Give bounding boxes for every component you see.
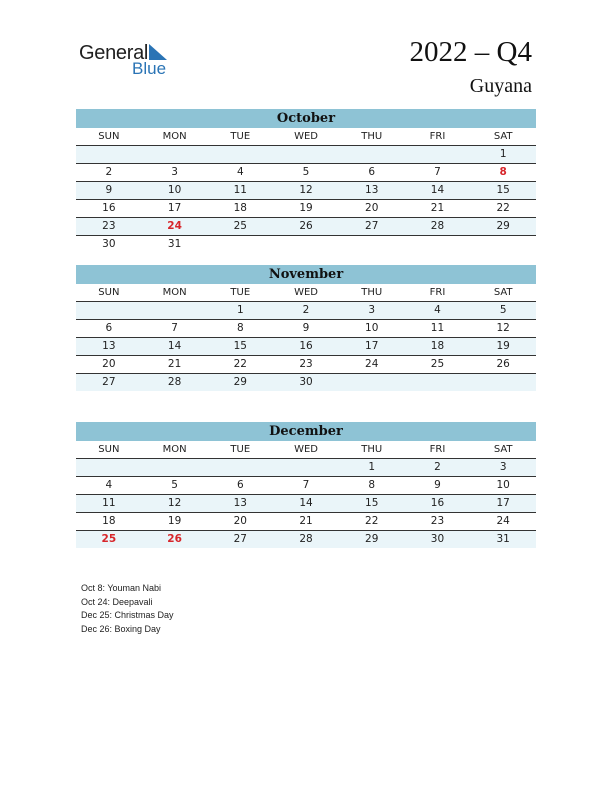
day-cell: 17 bbox=[167, 202, 182, 214]
day-cell: 20 bbox=[102, 358, 116, 370]
week-row bbox=[76, 531, 536, 548]
day-cell: 7 bbox=[171, 322, 178, 334]
weekday-label: WED bbox=[294, 444, 318, 455]
weekday-label: SAT bbox=[493, 287, 513, 298]
day-cell bbox=[470, 236, 536, 253]
country-name: Guyana bbox=[469, 75, 532, 97]
weekday-label: SAT bbox=[493, 444, 513, 455]
day-cell bbox=[76, 459, 142, 476]
weekday-label: SUN bbox=[98, 444, 120, 455]
week-row bbox=[76, 218, 536, 236]
day-cell: 25 bbox=[430, 358, 445, 370]
weekday-label: WED bbox=[294, 287, 318, 298]
day-cell: 28 bbox=[167, 376, 182, 388]
day-cell: 14 bbox=[299, 497, 313, 509]
day-cell: 9 bbox=[302, 322, 310, 334]
day-cell: 4 bbox=[236, 166, 244, 178]
day-cell: 27 bbox=[365, 220, 379, 232]
day-cell: 8 bbox=[236, 322, 244, 334]
day-cell: 21 bbox=[167, 358, 182, 370]
logo-general-text: General bbox=[79, 42, 149, 64]
day-cell: 14 bbox=[430, 184, 445, 196]
weekday-label: FRI bbox=[429, 131, 446, 142]
day-cell bbox=[207, 236, 273, 253]
day-cell: 18 bbox=[430, 340, 445, 352]
day-cell: 29 bbox=[496, 220, 510, 232]
day-cell: 15 bbox=[233, 340, 247, 352]
day-cell: 29 bbox=[365, 533, 379, 545]
weekday-label: MON bbox=[162, 287, 187, 298]
day-cell: 1 bbox=[499, 148, 507, 160]
week-row bbox=[76, 146, 536, 164]
day-cell: 8 bbox=[368, 479, 376, 491]
day-cell: 6 bbox=[236, 479, 244, 491]
day-cell-holiday: 26 bbox=[167, 533, 182, 545]
weekday-label: WED bbox=[294, 131, 318, 142]
day-cell: 11 bbox=[430, 322, 445, 334]
weekday-label: FRI bbox=[429, 287, 446, 298]
day-cell bbox=[207, 459, 273, 476]
weekday-label: THU bbox=[361, 131, 383, 142]
day-cell: 14 bbox=[167, 340, 182, 352]
day-cell: 4 bbox=[105, 479, 113, 491]
day-cell: 23 bbox=[299, 358, 313, 370]
day-cell: 19 bbox=[167, 515, 182, 527]
month-calendar-december bbox=[76, 422, 536, 548]
day-cell: 1 bbox=[368, 461, 376, 473]
day-cell: 16 bbox=[102, 202, 116, 214]
week-row bbox=[76, 374, 536, 391]
day-cell bbox=[76, 302, 142, 319]
day-cell-holiday: 25 bbox=[101, 533, 117, 545]
day-cell: 22 bbox=[365, 515, 379, 527]
week-row bbox=[76, 477, 536, 495]
day-cell: 15 bbox=[365, 497, 379, 509]
day-cell bbox=[405, 146, 471, 163]
day-cell bbox=[142, 146, 208, 163]
day-cell: 24 bbox=[365, 358, 379, 370]
day-cell-holiday: 24 bbox=[167, 220, 182, 232]
day-cell: 30 bbox=[299, 376, 313, 388]
day-cell bbox=[339, 146, 405, 163]
weekday-header-row bbox=[76, 128, 536, 146]
day-cell-holiday: 8 bbox=[499, 166, 507, 178]
day-cell: 27 bbox=[233, 533, 247, 545]
day-cell: 18 bbox=[102, 515, 116, 527]
logo bbox=[79, 40, 179, 82]
day-cell: 7 bbox=[434, 166, 441, 178]
weekday-header-row bbox=[76, 284, 536, 302]
day-cell: 19 bbox=[496, 340, 510, 352]
day-cell: 20 bbox=[233, 515, 247, 527]
day-cell bbox=[207, 146, 273, 163]
day-cell: 9 bbox=[105, 184, 113, 196]
day-cell: 28 bbox=[430, 220, 445, 232]
weekday-label: TUE bbox=[230, 131, 251, 142]
weekday-label: SUN bbox=[98, 287, 120, 298]
page-title: 2022 – Q4 bbox=[409, 36, 532, 68]
day-cell: 15 bbox=[496, 184, 510, 196]
day-cell: 3 bbox=[368, 304, 376, 316]
day-cell: 11 bbox=[233, 184, 247, 196]
weekday-label: SAT bbox=[493, 131, 513, 142]
day-cell: 31 bbox=[496, 533, 510, 545]
day-cell: 21 bbox=[299, 515, 313, 527]
day-cell: 4 bbox=[434, 304, 441, 316]
day-cell: 28 bbox=[299, 533, 313, 545]
week-row bbox=[76, 320, 536, 338]
day-cell: 9 bbox=[434, 479, 441, 491]
month-header: October bbox=[76, 109, 536, 128]
week-row bbox=[76, 302, 536, 320]
day-cell: 3 bbox=[499, 461, 507, 473]
month-header: November bbox=[76, 265, 536, 284]
day-cell: 12 bbox=[299, 184, 313, 196]
day-cell bbox=[76, 146, 142, 163]
day-cell: 26 bbox=[496, 358, 510, 370]
weekday-label: FRI bbox=[429, 444, 446, 455]
day-cell: 21 bbox=[430, 202, 445, 214]
weekday-label: MON bbox=[162, 444, 187, 455]
month-calendar-november bbox=[76, 265, 536, 391]
day-cell: 13 bbox=[233, 497, 247, 509]
day-cell: 31 bbox=[167, 238, 182, 250]
week-row bbox=[76, 495, 536, 513]
holiday-note: Oct 8: Youman Nabi bbox=[81, 583, 162, 593]
day-cell: 22 bbox=[233, 358, 247, 370]
day-cell bbox=[273, 459, 339, 476]
day-cell: 17 bbox=[365, 340, 379, 352]
day-cell: 24 bbox=[496, 515, 510, 527]
holiday-note: Oct 24: Deepavali bbox=[81, 596, 153, 607]
week-row bbox=[76, 200, 536, 218]
day-cell: 2 bbox=[105, 166, 113, 178]
day-cell: 2 bbox=[434, 461, 441, 473]
day-cell: 5 bbox=[499, 304, 507, 316]
day-cell: 18 bbox=[233, 202, 247, 214]
day-cell: 12 bbox=[167, 497, 182, 509]
day-cell: 7 bbox=[302, 479, 310, 491]
day-cell bbox=[470, 374, 536, 391]
day-cell bbox=[273, 146, 339, 163]
logo-blue-text: Blue bbox=[132, 59, 167, 78]
week-row bbox=[76, 164, 536, 182]
day-cell: 5 bbox=[302, 166, 310, 178]
day-cell: 30 bbox=[102, 238, 116, 250]
day-cell: 11 bbox=[102, 497, 116, 509]
holiday-note: Dec 26: Boxing Day bbox=[81, 623, 161, 634]
day-cell: 17 bbox=[496, 497, 510, 509]
day-cell: 25 bbox=[233, 220, 247, 232]
weekday-header-row bbox=[76, 441, 536, 459]
logo-triangle-icon bbox=[149, 44, 167, 60]
day-cell: 29 bbox=[233, 376, 247, 388]
weekday-label: THU bbox=[361, 444, 383, 455]
day-cell: 1 bbox=[236, 304, 244, 316]
day-cell bbox=[405, 236, 471, 253]
holiday-notes bbox=[81, 582, 174, 636]
day-cell: 22 bbox=[496, 202, 510, 214]
day-cell: 27 bbox=[102, 376, 116, 388]
day-cell bbox=[142, 459, 208, 476]
day-cell bbox=[405, 374, 471, 391]
day-cell: 30 bbox=[430, 533, 445, 545]
day-cell: 13 bbox=[365, 184, 379, 196]
day-cell: 20 bbox=[365, 202, 379, 214]
day-cell: 13 bbox=[102, 340, 116, 352]
week-row bbox=[76, 459, 536, 477]
day-cell: 6 bbox=[105, 322, 113, 334]
day-cell bbox=[273, 236, 339, 253]
day-cell: 12 bbox=[496, 322, 510, 334]
day-cell bbox=[339, 236, 405, 253]
holiday-note: Dec 25: Christmas Day bbox=[81, 610, 174, 620]
day-cell: 16 bbox=[299, 340, 313, 352]
weekday-label: TUE bbox=[230, 287, 251, 298]
day-cell: 10 bbox=[167, 184, 182, 196]
week-row bbox=[76, 182, 536, 200]
weekday-label: TUE bbox=[230, 444, 251, 455]
weekday-label: THU bbox=[361, 287, 383, 298]
week-row bbox=[76, 236, 536, 253]
month-calendar-october bbox=[76, 109, 536, 253]
day-cell: 26 bbox=[299, 220, 313, 232]
day-cell: 2 bbox=[302, 304, 310, 316]
day-cell: 3 bbox=[171, 166, 178, 178]
weekday-label: SUN bbox=[98, 131, 120, 142]
weekday-label: MON bbox=[162, 131, 187, 142]
month-header: December bbox=[76, 422, 536, 441]
week-row bbox=[76, 338, 536, 356]
day-cell: 23 bbox=[430, 515, 445, 527]
week-row bbox=[76, 356, 536, 374]
day-cell: 10 bbox=[496, 479, 510, 491]
day-cell: 6 bbox=[368, 166, 376, 178]
day-cell: 23 bbox=[102, 220, 116, 232]
day-cell: 10 bbox=[365, 322, 379, 334]
day-cell bbox=[142, 302, 208, 319]
day-cell: 5 bbox=[171, 479, 178, 491]
day-cell: 16 bbox=[430, 497, 445, 509]
week-row bbox=[76, 513, 536, 531]
day-cell bbox=[339, 374, 405, 391]
day-cell: 19 bbox=[299, 202, 313, 214]
